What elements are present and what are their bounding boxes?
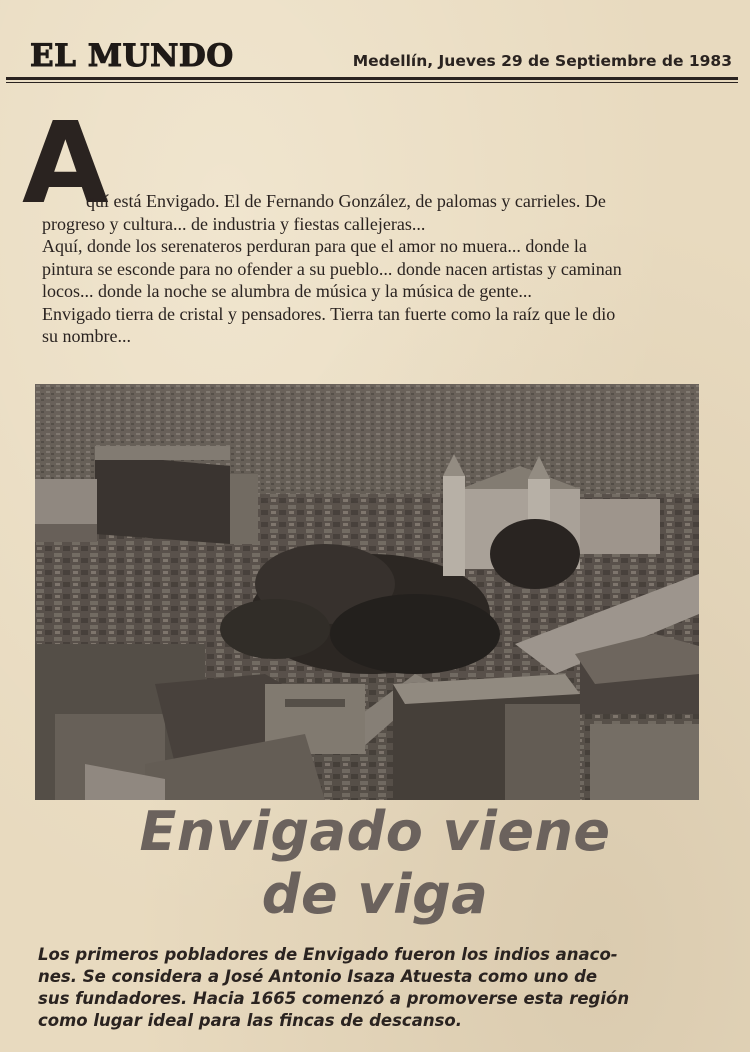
headline-line: Envigado viene <box>139 800 611 863</box>
header-rule <box>6 77 738 80</box>
intro-line: progreso y cultura... de industria y fiestas callejeras... <box>42 213 426 234</box>
intro-line: Aquí, donde los serenateros perduran para que el amor no muera... donde la <box>42 236 587 256</box>
headline-line: de viga <box>261 863 489 926</box>
deck-text <box>38 944 718 1032</box>
masthead: EL MUNDO <box>30 38 234 74</box>
intro-line: su nombre... <box>42 326 131 346</box>
deck-line: nes. Se considera a José Antonio Isaza Atuesta como uno de <box>38 967 598 986</box>
intro-text <box>42 190 714 348</box>
deck-line: como lugar ideal para las fincas de descanso. <box>38 1011 462 1030</box>
dateline: Medellín, Jueves 29 de Septiembre de 1983 <box>352 52 732 70</box>
intro-line: Envigado tierra de cristal y pensadores. Tierra tan fuerte como la raíz que le dio <box>42 303 616 324</box>
intro-line: quí está Envigado. El de Fernando González, de palomas y carrieles. De <box>86 191 606 211</box>
header-rule-thin <box>6 82 738 83</box>
intro-line: pintura se esconde para no ofender a su pueblo... donde nacen artistas y caminan <box>42 258 622 279</box>
intro-line: locos... donde la noche se alumbra de música y la música de gente... <box>42 281 532 301</box>
aerial-photo-envigado <box>35 384 699 800</box>
headline <box>0 800 750 926</box>
deck-line: sus fundadores. Hacia 1665 comenzó a promoverse esta región <box>38 989 630 1008</box>
drop-cap: A <box>22 99 109 229</box>
deck-line: Los primeros pobladores de Envigado fueron los indios anaco- <box>38 945 618 964</box>
